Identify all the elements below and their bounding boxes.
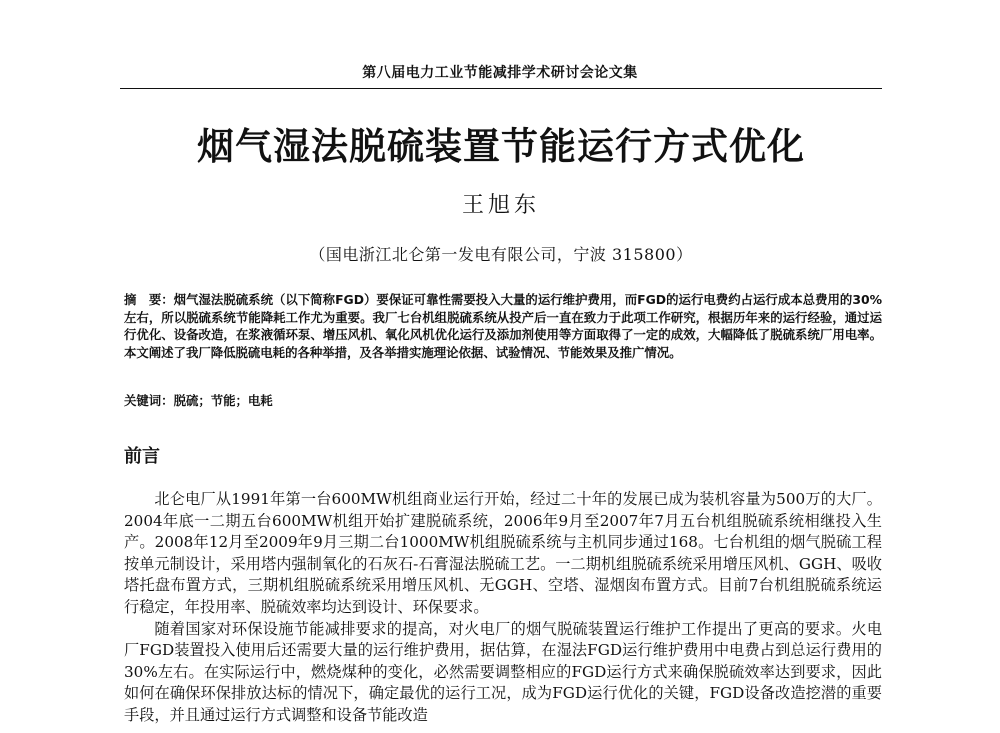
paper-title: 烟气湿法脱硫装置节能运行方式优化 [197, 125, 805, 168]
header-rule [120, 88, 882, 89]
author-name: 王旭东 [461, 193, 540, 218]
body-paragraph: 随着国家对环保设施节能减排要求的提高，对火电厂的烟气脱硫装置运行维护工作提出了更高的要求。火电厂FGD装置投入使用后还需要大量的运行维护费用，据估算，在湿法FGD运行维护费用中电费占到总运行费用的30%左右。在实际运行中，燃烧煤种的变化，必然需要调整相应的FGD运行方式来确保脱硫效率达到要求，因此如何在确保环保排放达标的情况下，确定最优的运行工况，成为FGD运行优化的关键，FGD设备改造挖潜的重要手段，并且通过运行方式调整和设备节能改造 [124, 619, 882, 724]
abstract-text: 烟气湿法脱硫系统（以下简称FGD）要保证可靠性需要投入大量的运行维护费用，而FGD的运行电费约占运行成本总费用的30%左右，所以脱硫系统节能降耗工作尤为重要。我厂七台机组脱硫系统从投产后一直在致力于此项工作研究，根据历年来的运行经验，通过运行优化、设备改造，在浆液循环泵、增压风机、氧化风机优化运行及添加剂使用等方面取得了一定的成效，大幅降低了脱硫系统厂用电率。本文阐述了我厂降低脱硫电耗的各种举措，及各举措实施理论依据、试验情况、节能效果及推广情况。 [124, 292, 883, 360]
body-paragraph: 北仑电厂从1991年第一台600MW机组商业运行开始，经过二十年的发展已成为装机容量为500万的大厂。2004年底一二期五台600MW机组开始扩建脱硫系统，2006年9月至2007年7月五台机组脱硫系统相继投入生产。2008年12月至2009年9月三期二台1000MW机组脱硫系统与主机同步通过168。七台机组的烟气脱硫工程按单元制设计，采用塔内强制氧化的石灰石-石膏湿法脱硫工艺。一二期机组脱硫系统采用增压风机、GGH、吸收塔托盘布置方式，三期机组脱硫系统采用增压风机、无GGH、空塔、湿烟囱布置方式。目前7台机组脱硫系统运行稳定，年投用率、脱硫效率均达到设计、环保要求。 [124, 490, 882, 616]
running-header: 第八届电力工业节能减排学术研讨会论文集 [362, 65, 638, 81]
keywords [124, 392, 882, 410]
keywords-label: 关键词： [124, 393, 174, 408]
keywords-text: 脱硫；节能；电耗 [173, 393, 273, 408]
section-heading-preface: 前言 [124, 446, 160, 467]
body-text [124, 489, 882, 727]
author-affiliation: （国电浙江北仑第一发电有限公司，宁波 315800） [309, 245, 693, 264]
abstract-label: 摘 要： [124, 292, 174, 307]
abstract [124, 291, 882, 361]
